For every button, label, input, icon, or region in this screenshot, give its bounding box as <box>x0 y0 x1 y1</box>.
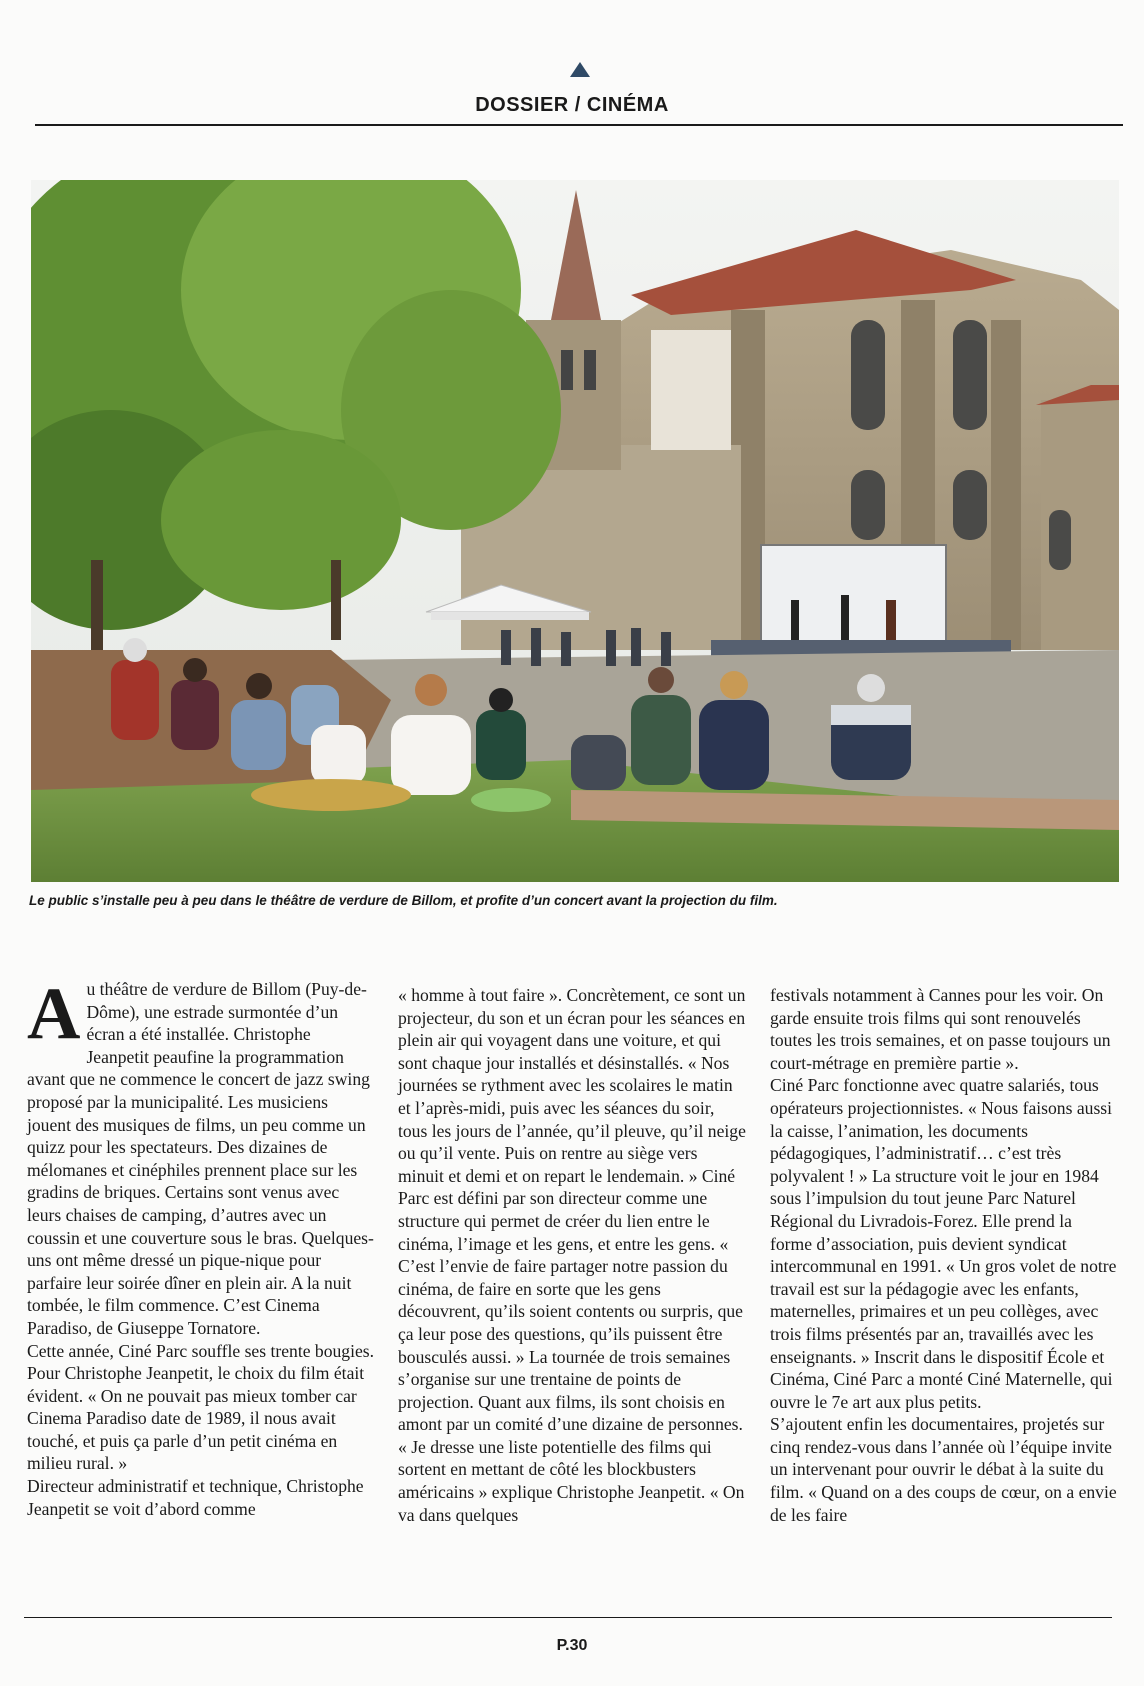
article-paragraph <box>27 973 375 1340</box>
drop-cap: A <box>27 973 81 1055</box>
section-marker-triangle-icon <box>570 62 590 77</box>
section-title: DOSSIER / CINÉMA <box>475 94 669 116</box>
article-column-3 <box>770 984 1118 1526</box>
article-column-2 <box>398 984 746 1526</box>
photo-caption: Le public s’installe peu à peu dans le théâtre de verdure de Billom, et profite d’un concert avant la projection du film. <box>29 893 778 908</box>
article-paragraph: Ciné Parc fonctionne avec quatre salariés, tous opérateurs projectionnistes. « Nous faisons aussi la caisse, l’animation, les documents pédagogiques, l’administratif… c’est très polyvalent ! » La structure voit le jour en 1984 sous l’impulsion du tout jeune Parc Naturel Régional du Livradois-Forez. Elle prend la forme d’association, puis devient syndicat intercommunal en 1991. « Un gros volet de notre travail est sur la pédagogie avec les enfants, maternelles, primaires et un peu collèges, avec trois films présentés par an, travaillés avec les enseignants. » Inscrit dans le dispositif École et Cinéma, Ciné Parc a monté Ciné Maternelle, qui ouvre le 7e art aux plus petits. <box>770 1075 1117 1412</box>
article-paragraph: « homme à tout faire ». Concrètement, ce sont un projecteur, du son et un écran pour les séances en plein air qui voyagent dans une voiture, et qui sont chaque jour installés et désinstallés. « Nos journées se rythment avec les scolaires le matin et l’après-midi, puis avec les séances du soir, tous les jours de l’année, qu’il pleuve, qu’il neige ou qu’il vente. Puis on rentre au siège vers minuit et demi et on repart le lendemain. » Ciné Parc est défini par son directeur comme une structure qui permet de créer du lien entre le cinéma, l’image et les gens, et entre les gens. « C’est l’envie de faire partager notre passion du cinéma, de faire en sorte que les gens découvrent, qu’ils soient contents ou surpris, que ça leur pose des questions, qu’ils puissent être bousculés aussi. » La tournée de trois semaines s’organise sur une trentaine de points de projection. Quant aux films, ils sont choisis en amont par un comité d’une dizaine de personnes. « Je dresse une liste potentielle des films qui sortent en mettant de côté les blockbusters américains » explique Christophe Jeanpetit. « On va dans quelques <box>398 985 746 1525</box>
footer-rule <box>24 1617 1112 1618</box>
article-photo <box>31 180 1119 882</box>
article-paragraph: festivals notamment à Cannes pour les voir. On garde ensuite trois films qui sont renouvelés toutes les trois semaines, et on passe toujours un court-métrage en première partie ». <box>770 985 1111 1073</box>
page-number: P.30 <box>556 1637 588 1654</box>
article-column-1 <box>27 973 375 1520</box>
article-paragraph: Cette année, Ciné Parc souffle ses trente bougies. Pour Christophe Jeanpetit, le choix du film était évident. « On ne pouvait pas mieux tomber car Cinema Paradiso date de 1989, il nous avait touché, et puis ça parle d’un petit cinéma en milieu rural. » <box>27 1340 375 1474</box>
article-paragraph: S’ajoutent enfin les documentaires, projetés sur cinq rendez-vous dans l’année où l’équipe invite un intervenant pour ouvrir le débat à la suite du film. « Quand on a des coups de cœur, on a envie de les faire <box>770 1414 1117 1525</box>
article-text: u théâtre de verdure de Billom (Puy-de-Dôme), une estrade surmontée d’un écran a été installée. Christophe Jeanpetit peaufine la programmation avant que ne commence le concert de jazz swing proposé par la municipalité. Les musiciens jouent des musiques de films, un peu comme un quizz pour les spectateurs. Des dizaines de mélomanes et cinéphiles prennent place sur les gradins de briques. Certains sont venus avec leurs chaises de camping, d’autres avec un coussin et une couverture sous le bras. Quelques-uns ont même dressé un pique-nique pour parfaire leur soirée dîner en plein air. A la nuit tombée, le film commence. C’est Cinema Paradiso, de Giuseppe Tornatore. <box>27 979 374 1338</box>
article-paragraph: Directeur administratif et technique, Christophe Jeanpetit se voit d’abord comme <box>27 1476 364 1519</box>
header-rule <box>35 124 1123 126</box>
